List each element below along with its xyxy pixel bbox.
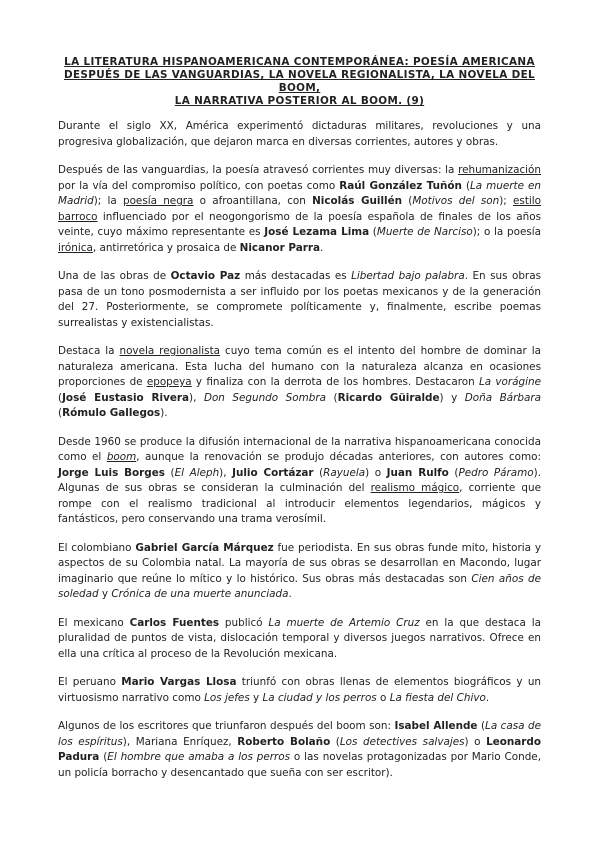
text: ) o <box>365 466 387 479</box>
text: , antirretórica y prosaica de <box>92 241 240 254</box>
text: ( <box>448 466 459 479</box>
text: ( <box>477 720 486 732</box>
author-name: Julio Cortázar <box>232 466 314 479</box>
work-title: Rayuela <box>323 466 366 479</box>
paragraph-carlos-fuentes <box>58 616 541 663</box>
title-line-2: DESPUÉS DE LAS VANGUARDIAS, LA NOVELA REGIONALISTA, LA NOVELA DEL BOOM, <box>63 69 535 94</box>
paragraph-vargas-llosa <box>58 675 541 706</box>
work-title: La muerte de Artemio Cruz <box>268 616 420 629</box>
text: . <box>319 241 324 254</box>
text: y finaliza con la derrota de los hombres. Destacaron <box>191 376 479 388</box>
author-name: Carlos Fuentes <box>129 616 220 629</box>
work-title: La vorágine <box>478 376 541 388</box>
author-name: Ricardo Güiralde <box>337 391 440 404</box>
document-page <box>58 56 541 794</box>
author-name: Nicolás Guillén <box>312 195 403 207</box>
text: ) y <box>439 391 465 404</box>
paragraph-boom <box>58 435 541 528</box>
work-title: El Aleph <box>174 466 220 479</box>
text: ), <box>219 466 233 479</box>
text: ). <box>160 407 168 419</box>
text: , aunque la renovación se produjo décadas anteriores, con autores como: <box>136 451 542 463</box>
work-title: Los detectives salvajes <box>339 735 465 748</box>
work-title: Cien años de soledad <box>58 572 541 600</box>
paragraph-octavio-paz <box>58 269 541 331</box>
underlined-term: epopeya <box>146 376 192 388</box>
underlined-term: estilo barroco <box>58 195 542 223</box>
text: más destacadas es <box>240 270 352 282</box>
author-name: José Lezama Lima <box>264 226 370 238</box>
text: ( <box>58 407 63 419</box>
underlined-term: realismo mágico <box>370 482 460 494</box>
text: publicó <box>219 616 269 629</box>
work-title: Motivos del son <box>412 195 500 207</box>
text: ( <box>330 735 340 748</box>
text: Durante el siglo XX, América experimentó dictaduras militares, revoluciones y una progresiva globalización, que dejaron marca en diversas corrientes, autores y obras. <box>58 120 541 148</box>
work-title: Libertad bajo palabra <box>351 270 465 282</box>
author-name: Octavio Paz <box>170 270 241 282</box>
author-name: Mario Vargas Llosa <box>121 676 237 688</box>
work-title: Don Segundo Sombra <box>203 391 326 404</box>
text: ( <box>164 466 175 479</box>
author-name: Jorge Luis Borges <box>58 466 165 479</box>
text: por la vía del compromiso político, con poetas como <box>58 179 340 192</box>
text: ). Algunas de sus obras se consideran la culminación del <box>58 466 541 494</box>
work-title: Muerte de Narciso <box>376 226 473 238</box>
author-name: Gabriel García Márquez <box>135 541 274 554</box>
paragraph-regionalist-novel <box>58 344 541 422</box>
text: El peruano <box>58 676 122 688</box>
text: ); <box>499 195 514 207</box>
text: ), <box>189 391 204 404</box>
text: Algunos de los escritores que triunfaron después del boom son: <box>58 720 395 732</box>
text: Después de las vanguardias, la poesía atravesó corrientes muy diversas: la <box>58 164 459 176</box>
text: ); la <box>93 195 123 207</box>
paragraph-intro <box>58 119 541 150</box>
text: o las novelas protagonizadas por Mario Conde, un policía borracho y desencantado que sueña con ser escritor). <box>58 751 541 779</box>
title-line-1: LA LITERATURA HISPANOAMERICANA CONTEMPORÁNEA: POESÍA AMERICANA <box>64 56 535 68</box>
text: triunfó con obras llenas de elementos biográficos y un virtuosismo narrativo como <box>58 676 541 704</box>
title-line-3: LA NARRATIVA POSTERIOR AL BOOM. (9) <box>174 95 425 107</box>
text: ( <box>461 179 470 192</box>
underlined-term: irónica <box>58 241 93 254</box>
underlined-term: boom <box>106 451 137 463</box>
text: , corriente que rompe con el realismo tradicional al introducir elementos legendarios, mágicos y fantásticos, pero conservando una trama verosímil. <box>58 482 541 525</box>
author-name: Nicanor Parra <box>239 241 320 254</box>
text: influenciado por el neogongorismo de la poesía española de finales de los años veinte, cuyo máximo representante es <box>58 210 541 238</box>
work-title: Crónica de una muerte anunciada <box>111 588 289 600</box>
text: ( <box>369 226 377 238</box>
text: ); o la poesía <box>472 226 542 238</box>
underlined-term: poesía negra <box>122 195 194 207</box>
author-name: Juan Rulfo <box>386 466 449 479</box>
text: Una de las obras de <box>58 270 171 282</box>
text: ( <box>325 391 338 404</box>
text: ( <box>58 391 63 404</box>
text: ( <box>313 466 324 479</box>
text: . <box>288 588 292 600</box>
text: o <box>376 691 390 704</box>
text: Destaca la <box>58 345 120 357</box>
document-title <box>58 56 541 108</box>
underlined-term: rehumanización <box>458 164 541 176</box>
text: o afroantillana, con <box>193 195 313 207</box>
text: El colombiano <box>58 541 136 554</box>
work-title: Pedro Páramo <box>458 466 534 479</box>
text: y <box>249 691 263 704</box>
underlined-term: novela regionalista <box>119 345 221 357</box>
text: El mexicano <box>58 616 130 629</box>
work-title: Doña Bárbara <box>464 391 541 404</box>
text: Desde 1960 se produce la difusión internacional de la narrativa hispanoamericana conocida como el <box>58 435 541 463</box>
text: fue periodista. En sus obras funde mito, historia y aspectos de su Colombia natal. La mayoría de sus obras se desarrollan en Macondo, lugar imaginario que reúne lo mítico y lo histórico. Sus obras más destacadas son <box>58 541 541 585</box>
work-title: Los jefes <box>204 691 250 704</box>
text: ( <box>402 195 413 207</box>
author-name: Isabel Allende <box>394 720 478 732</box>
work-title: La muerte en Madrid <box>58 179 541 207</box>
author-name: Raúl González Tuñón <box>339 179 462 192</box>
author-name: José Eustasio Rivera <box>62 391 190 404</box>
work-title: La casa de los espíritus <box>58 720 541 748</box>
paragraph-garcia-marquez <box>58 541 541 603</box>
text: ( <box>99 751 108 763</box>
text: . <box>485 691 490 704</box>
text: en la que destaca la pluralidad de puntos de vista, dislocación temporal y diversos juegos narrativos. Ofrece en ella una crítica al proceso de la Revolución mexicana. <box>58 616 542 660</box>
paragraph-post-boom <box>58 719 541 781</box>
paragraph-poetry <box>58 163 541 256</box>
text: ) o <box>464 735 487 748</box>
text: cuyo tema común es el intento del hombre de dominar la naturaleza americana. Esta lucha del humano con la naturaleza alcanza en ocasiones proporciones de <box>58 345 541 388</box>
work-title: El hombre que amaba a los perros <box>107 751 291 763</box>
text: . En sus obras pasa de un tono posmodernista a ser influido por los poetas mexicanos y de la generación del 27. Posteriormente, se compromete políticamente y, finalmente, escribe poemas surrealistas y existencialistas. <box>58 270 541 329</box>
text: ), Mariana Enríquez, <box>122 735 238 748</box>
text: y <box>98 588 112 600</box>
work-title: La fiesta del Chivo <box>389 691 486 704</box>
author-name: Leonardo Padura <box>58 735 542 763</box>
author-name: Rómulo Gallegos <box>62 407 161 419</box>
work-title: La ciudad y los perros <box>262 691 377 704</box>
author-name: Roberto Bolaño <box>237 735 331 748</box>
